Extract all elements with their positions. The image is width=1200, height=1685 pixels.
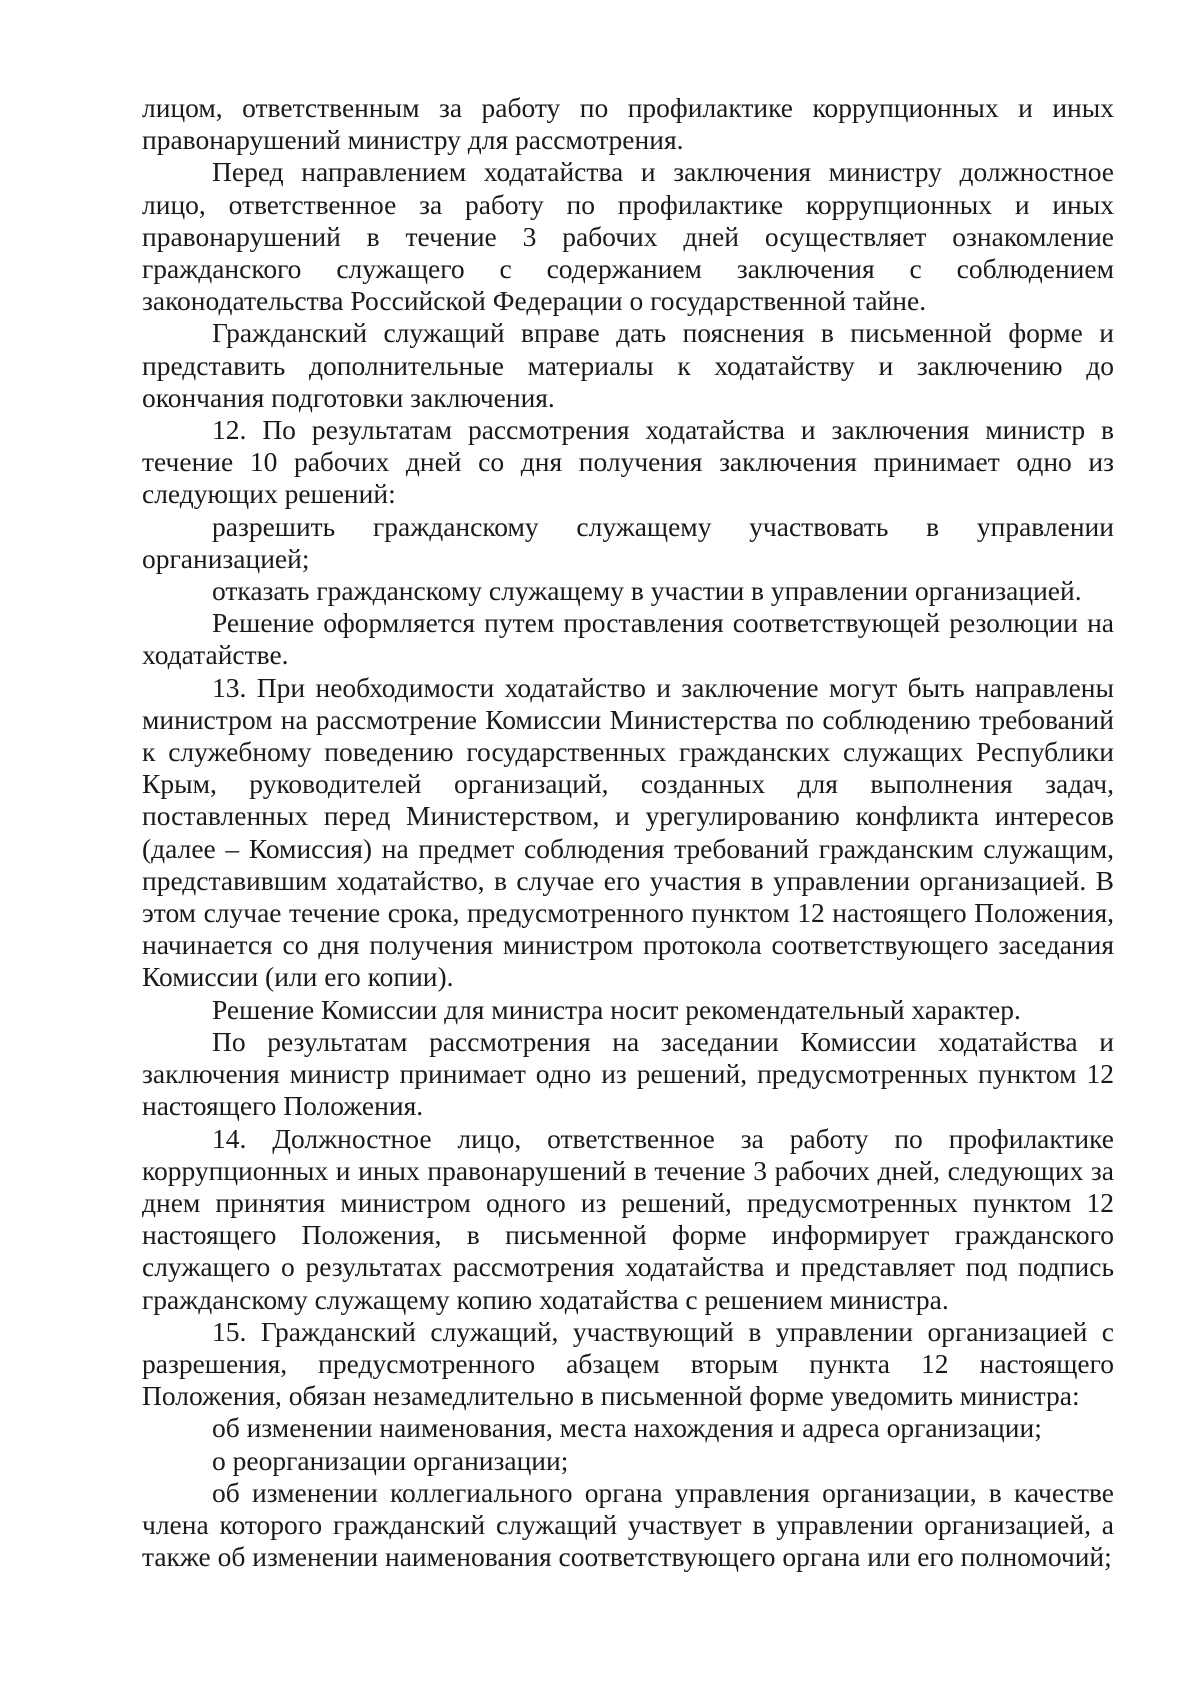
paragraph-item-12: 12. По результатам рассмотрения ходатайства и заключения министр в течение 10 рабочих дней со дня получения заключения принимает одно из следующих решений:: [142, 414, 1114, 510]
paragraph-item-14: 14. Должностное лицо, ответственное за работу по профилактике коррупционных и иных правонарушений в течение 3 рабочих дней, следующих за днем принятия министром одного из решений, предусмотренных пунктом 12 настоящего Положения, в письменной форме информирует гражданского служащего о результатах рассмотрения ходатайства и представляет под подпись гражданскому служащему копию ходатайства с решением министра.: [142, 1122, 1114, 1315]
paragraph-notify-board-change: об изменении коллегиального органа управления организации, в качестве члена которого гражданский служащий участвует в управлении организацией, а также об изменении наименования соответствующего органа или его полномочий;: [142, 1476, 1114, 1573]
paragraph-decision-allow: разрешить гражданскому служащему участвовать в управлении организацией;: [142, 510, 1114, 574]
paragraph-explanations: Гражданский служащий вправе дать пояснения в письменной форме и представить дополнительные материалы к ходатайству и заключению до окончания подготовки заключения.: [142, 317, 1114, 413]
paragraph-decision-refuse: отказать гражданскому служащему в участии в управлении организацией.: [212, 575, 1082, 607]
paragraph-commission-result: По результатам рассмотрения на заседании Комиссии ходатайства и заключения министр принимает одно из решений, предусмотренных пунктом 12 настоящего Положения.: [142, 1025, 1114, 1122]
paragraph-continuation: лицом, ответственным за работу по профилактике коррупционных и иных правонарушений министру для рассмотрения.: [142, 92, 1114, 156]
paragraph-commission-advisory: Решение Комиссии для министра носит рекомендательный характер.: [212, 993, 1021, 1025]
paragraph-familiarization: Перед направлением ходатайства и заключения министру должностное лицо, ответственное за работу по профилактике коррупционных и иных правонарушений в течение 3 рабочих дней осуществляет ознакомление гражданского служащего с содержанием заключения с соблюдением законодательства Российской Федерации о государственной тайне.: [142, 156, 1114, 317]
paragraph-notify-name-change: об изменении наименования, места нахождения и адреса организации;: [212, 1412, 1042, 1444]
paragraph-notify-reorganization: о реорганизации организации;: [212, 1444, 569, 1476]
paragraph-item-15: 15. Гражданский служащий, участвующий в управлении организацией с разрешения, предусмотренного абзацем вторым пункта 12 настоящего Положения, обязан незамедлительно в письменной форме уведомить министра:: [142, 1315, 1114, 1412]
paragraph-resolution: Решение оформляется путем проставления соответствующей резолюции на ходатайстве.: [142, 607, 1114, 671]
document-body: [142, 92, 1114, 1573]
paragraph-item-13: 13. При необходимости ходатайство и заключение могут быть направлены министром на рассмотрение Комиссии Министерства по соблюдению требований к служебному поведению государственных гражданских служащих Республики Крым, руководителей организаций, созданных для выполнения задач, поставленных перед Министерством, и урегулированию конфликта интересов (далее – Комиссия) на предмет соблюдения требований гражданским служащим, представившим ходатайство, в случае его участия в управлении организацией. В этом случае течение срока, предусмотренного пунктом 12 настоящего Положения, начинается со дня получения министром протокола соответствующего заседания Комиссии (или его копии).: [142, 671, 1114, 993]
